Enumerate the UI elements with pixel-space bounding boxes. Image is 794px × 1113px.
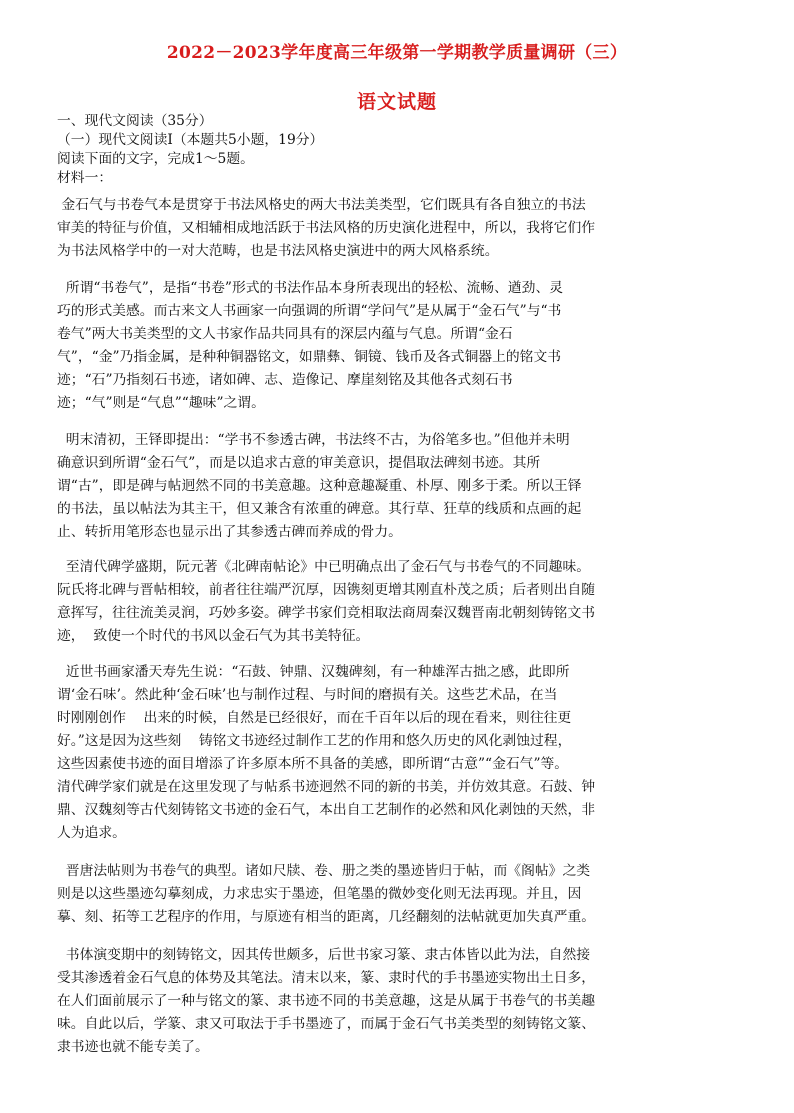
paragraph-line: 巧的形式美感。而古来文人书画家一向强调的所谓“学问气”是从属于“金石气”与“书 — [57, 303, 562, 319]
paragraph-line: 晋唐法帖则为书卷气的典型。诸如尺牍、卷、册之类的墨迹皆归于帖，而《阁帖》之类 — [57, 863, 591, 879]
paragraph-line: 谓“古”，即是碑与帖迥然不同的书美意趣。这种意趣凝重、朴厚、刚多于柔。所以王铎 — [57, 478, 582, 494]
paragraph-line: 至清代碑学盛期，阮元著《北碑南帖论》中已明确点出了金石气与书卷气的不同趣味。 — [57, 559, 591, 575]
paragraph-line: 则是以这些墨迹勾摹刻成，力求忠实于墨迹，但笔墨的微妙变化则无法再现。并且，因 — [57, 886, 582, 902]
paragraph-line: 气”，“金”乃指金属，是种种铜器铭文，如鼎彝、铜镜、钱币及各式铜器上的铭文书 — [57, 349, 562, 365]
paragraph-line: 迹；“气”则是“气息”“趣味”之谓。 — [57, 395, 265, 411]
paragraph-line: 阮氏将北碑与晋帖相较，前者往往端严沉厚，因镌刻更增其刚直朴茂之质；后者则出自随 — [57, 582, 596, 598]
paragraph-line: 味。自此以后，学篆、隶又可取法于手书墨迹了，而属于金石气书美类型的刻铸铭文篆、 — [57, 1016, 596, 1032]
paragraph-line: 所谓“书卷气”，是指“书卷”形式的书法作品本身所表现出的轻松、流畅、遒劲、灵 — [57, 280, 564, 296]
paragraph-line: 止、转折用笔形态也显示出了其参透古碑而养成的骨力。 — [57, 524, 402, 540]
paragraph-line: 为书法风格学中的一对大范畴，也是书法风格史演进中的两大风格系统。 — [57, 243, 499, 259]
subsection-heading: （一）现代文阅读Ⅰ（本题共5小题，19分） — [57, 132, 324, 148]
paragraph-line: 人为追求。 — [57, 825, 126, 841]
paragraph-line: 明末清初，王铎即提出：“学书不参透古碑，书法终不古，为俗笔多也。”但他并未明 — [57, 432, 570, 448]
paragraph-line: 卷气”两大书美类型的文人书家作品共同具有的深层内蕴与气息。所谓“金石 — [57, 326, 513, 342]
exam-title: 2022－2023学年度高三年级第一学期教学质量调研（三） — [166, 43, 628, 63]
section-heading: 一、现代文阅读（35分） — [57, 113, 213, 129]
paragraph-line: 这些因素使书迹的面目增添了许多原本所不具备的美感，即所谓“古意”“金石气”等。 — [57, 756, 569, 772]
exam-subtitle: 语文试题 — [356, 91, 437, 113]
paragraph-line: 好。”这是因为这些刻 铸铭文书迹经过制作工艺的作用和悠久历史的风化剥蚀过程， — [57, 733, 572, 749]
material-label: 材料一： — [57, 170, 113, 186]
paragraph-line: 受其渗透着金石气息的体势及其笔法。清末以来，篆、隶时代的手书墨迹实物出土日多， — [57, 970, 596, 986]
paragraph-line: 在人们面前展示了一种与铭文的篆、隶书迹不同的书美意趣，这是从属于书卷气的书美趣 — [57, 993, 596, 1009]
paragraph-line: 近世书画家潘天寿先生说：“石鼓、钟鼎、汉魏碑刻，有一种雄浑古拙之感，此即所 — [57, 664, 570, 680]
paragraph-line: 的书法，虽以帖法为其主干，但又兼含有浓重的碑意。其行草、狂草的线质和点画的起 — [57, 501, 582, 517]
paragraph-line: 迹；“石”乃指刻石书迹，诸如碑、志、造像记、摩崖刻铭及其他各式刻石书 — [57, 372, 513, 388]
paragraph-line: 意挥写，往往流美灵润，巧妙多姿。碑学书家们竞相取法商周秦汉魏晋南北朝刻铸铭文书 — [57, 605, 596, 621]
paragraph-line: 确意识到所谓“金石气”，而是以追求古意的审美意识，提倡取法碑刻书迹。其所 — [57, 455, 541, 471]
paragraph-line: 时刚刚创作 出来的时候，自然是已经很好，而在千百年以后的现在看来，则往往更 — [57, 710, 572, 726]
paragraph-line: 金石气与书卷气本是贯穿于书法风格史的两大书法美类型，它们既具有各自独立的书法 — [57, 197, 586, 213]
paragraph-line: 书体演变期中的刻铸铭文，因其传世颇多，后世书家习篆、隶古体皆以此为法，自然接 — [57, 947, 591, 963]
paragraph-line: 迹， 致使一个时代的书风以金石气为其书美特征。 — [57, 628, 370, 644]
paragraph-line: 鼎、汉魏刻等古代刻铸铭文书迹的金石气，本出自工艺制作的必然和风化剥蚀的天然，非 — [57, 802, 596, 818]
paragraph-line: 清代碑学家们就是在这里发现了与帖系书迹迥然不同的新的书美，并仿效其意。石鼓、钟 — [57, 779, 596, 795]
paragraph-line: 审美的特征与价值，又相辅相成地活跃于书法风格的历史演化进程中，所以，我将它们作 — [57, 220, 596, 236]
paragraph-line: 谓‘金石味’。然此种‘金石味’也与制作过程、与时间的磨损有关。这些艺术品，在当 — [57, 687, 558, 703]
paragraph-line: 隶书迹也就不能专美了。 — [57, 1039, 209, 1055]
instruction-line: 阅读下面的文字，完成1～5题。 — [57, 151, 254, 167]
paragraph-line: 摹、刻、拓等工艺程序的作用，与原迹有相当的距离，几经翻刻的法帖就更加失真严重。 — [57, 909, 596, 925]
